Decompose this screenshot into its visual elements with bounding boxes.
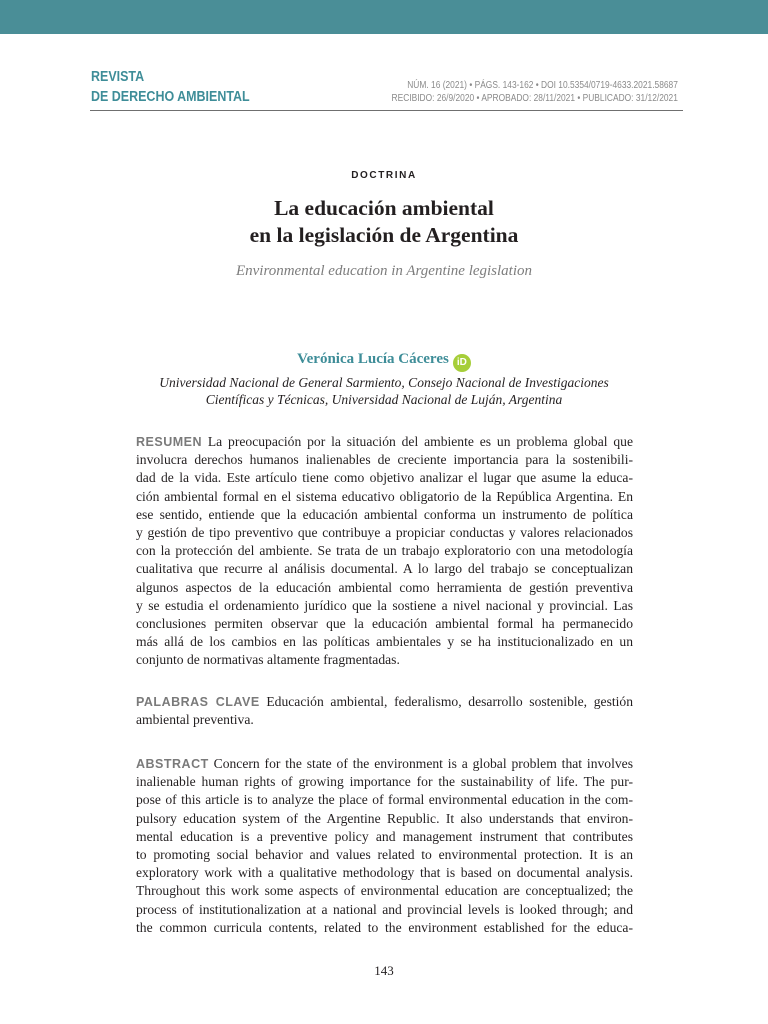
affiliation-line1: Universidad Nacional de General Sarmiento, Consejo Nacional de Investigaciones: [159, 375, 609, 390]
abstract-line: mental education is a preventive policy and management instrument that contributes: [136, 828, 633, 844]
affiliation-line2: Científicas y Técnicas, Universidad Nacional de Luján, Argentina: [205, 392, 563, 407]
abstract-line: Concern for the state of the environment is a global problem that involves: [213, 756, 633, 771]
palabras-clave-paragraph: [136, 693, 633, 729]
article-subtitle-english: Environmental education in Argentine legislation: [235, 263, 533, 279]
header-rule: [90, 110, 683, 111]
abstract-line: pulsory education system of the Argentine Republic. It also understands that environ-: [136, 810, 633, 826]
author-name[interactable]: Verónica Lucía Cáceres: [297, 351, 449, 367]
section-label: DOCTRINA: [351, 170, 417, 181]
abstract-line: process of institutionalization at a national and provincial levels is looked through; and: [136, 901, 633, 917]
resumen-line: más allá de los cambios en las políticas ambientales y se ha institucionalizado en un: [136, 634, 633, 650]
abstract-paragraph: [136, 755, 633, 937]
resumen-label: RESUMEN: [136, 435, 203, 449]
article-title: [0, 195, 768, 249]
resumen-line: cualitativa que recurre al análisis documental. A lo largo del trabajo se conceptualizan: [136, 561, 633, 577]
palabras-clave-label: PALABRAS CLAVE: [136, 695, 260, 709]
abstract-line: exploratory work with a qualitative methodology that is based on documental analysis.: [136, 865, 633, 881]
metadata-dates: RECIBIDO: 26/9/2020 • APROBADO: 28/11/2021 • PUBLICADO: 31/12/2021: [391, 93, 678, 104]
resumen-paragraph: [136, 433, 633, 669]
author-affiliation: [120, 374, 648, 408]
resumen-line: algunos aspectos de la educación ambiental como herramienta de gestión preventiva: [136, 579, 633, 595]
resumen-line: involucra derechos humanos inalienables de creciente importancia para la sostenibili-: [136, 452, 633, 468]
article-title-line2: en la legislación de Argentina: [249, 223, 519, 247]
article-metadata: [392, 79, 678, 105]
abstract-line: Throughout this work some aspects of environmental education are conceptualized; the: [136, 883, 633, 899]
resumen-line: La preocupación por la situación del ambiente es un problema global que: [207, 434, 633, 449]
abstract-label: ABSTRACT: [136, 757, 209, 771]
resumen-line: y se estudia el ordenamiento jurídico que la sostiene a nivel nacional y provincial. Las: [136, 597, 633, 613]
resumen-line: conclusiones permiten observar que la educación ambiental formal ha permanecido: [136, 615, 633, 631]
journal-name-line1: REVISTA: [91, 69, 145, 85]
author-line: [0, 351, 768, 372]
abstract-line: the common curricula contents, related to the environment established for the educa-: [136, 919, 633, 935]
resumen-line: ción ambiental formal en el sistema educativo obligatorio de la República Argentina. En: [136, 488, 633, 504]
palabras-clave-line: Educación ambiental, federalismo, desarrollo sostenible, gestión: [266, 694, 634, 709]
abstract-line: pose of this article is to analyze the place of formal environmental education in the com-: [136, 792, 633, 808]
resumen-line: dad de la vida. Este artículo tiene como objetivo analizar el lugar que asume la educa-: [136, 470, 633, 486]
journal-name: [91, 67, 250, 107]
resumen-line: y gestión de tipo preventivo que contribuye a propiciar conductas y valores relacionados: [136, 524, 633, 540]
resumen-line: con la protección del ambiente. Se trata de un trabajo exploratorio con una metodología: [136, 543, 633, 559]
top-color-bar: [0, 0, 768, 34]
resumen-line: ese sentido, entiende que la educación ambiental conforma un instrumento de política: [136, 506, 633, 522]
journal-name-line2: DE DERECHO AMBIENTAL: [91, 89, 250, 105]
palabras-clave-line: ambiental preventiva.: [136, 712, 254, 728]
abstract-line: to promoting social behavior and values related to environmental protection. It is an: [136, 846, 633, 862]
abstract-line: inalienable human rights of growing importance for the sustainability of life. The pur-: [136, 774, 633, 790]
article-title-line1: La educación ambiental: [274, 196, 494, 220]
metadata-issue-doi: NÚM. 16 (2021) • PÁGS. 143-162 • DOI 10.5354/0719-4633.2021.58687: [407, 80, 678, 91]
orcid-icon[interactable]: iD: [453, 354, 471, 372]
page-number: 143: [374, 963, 394, 978]
resumen-line: conjunto de normativas altamente fragmentadas.: [136, 652, 400, 668]
